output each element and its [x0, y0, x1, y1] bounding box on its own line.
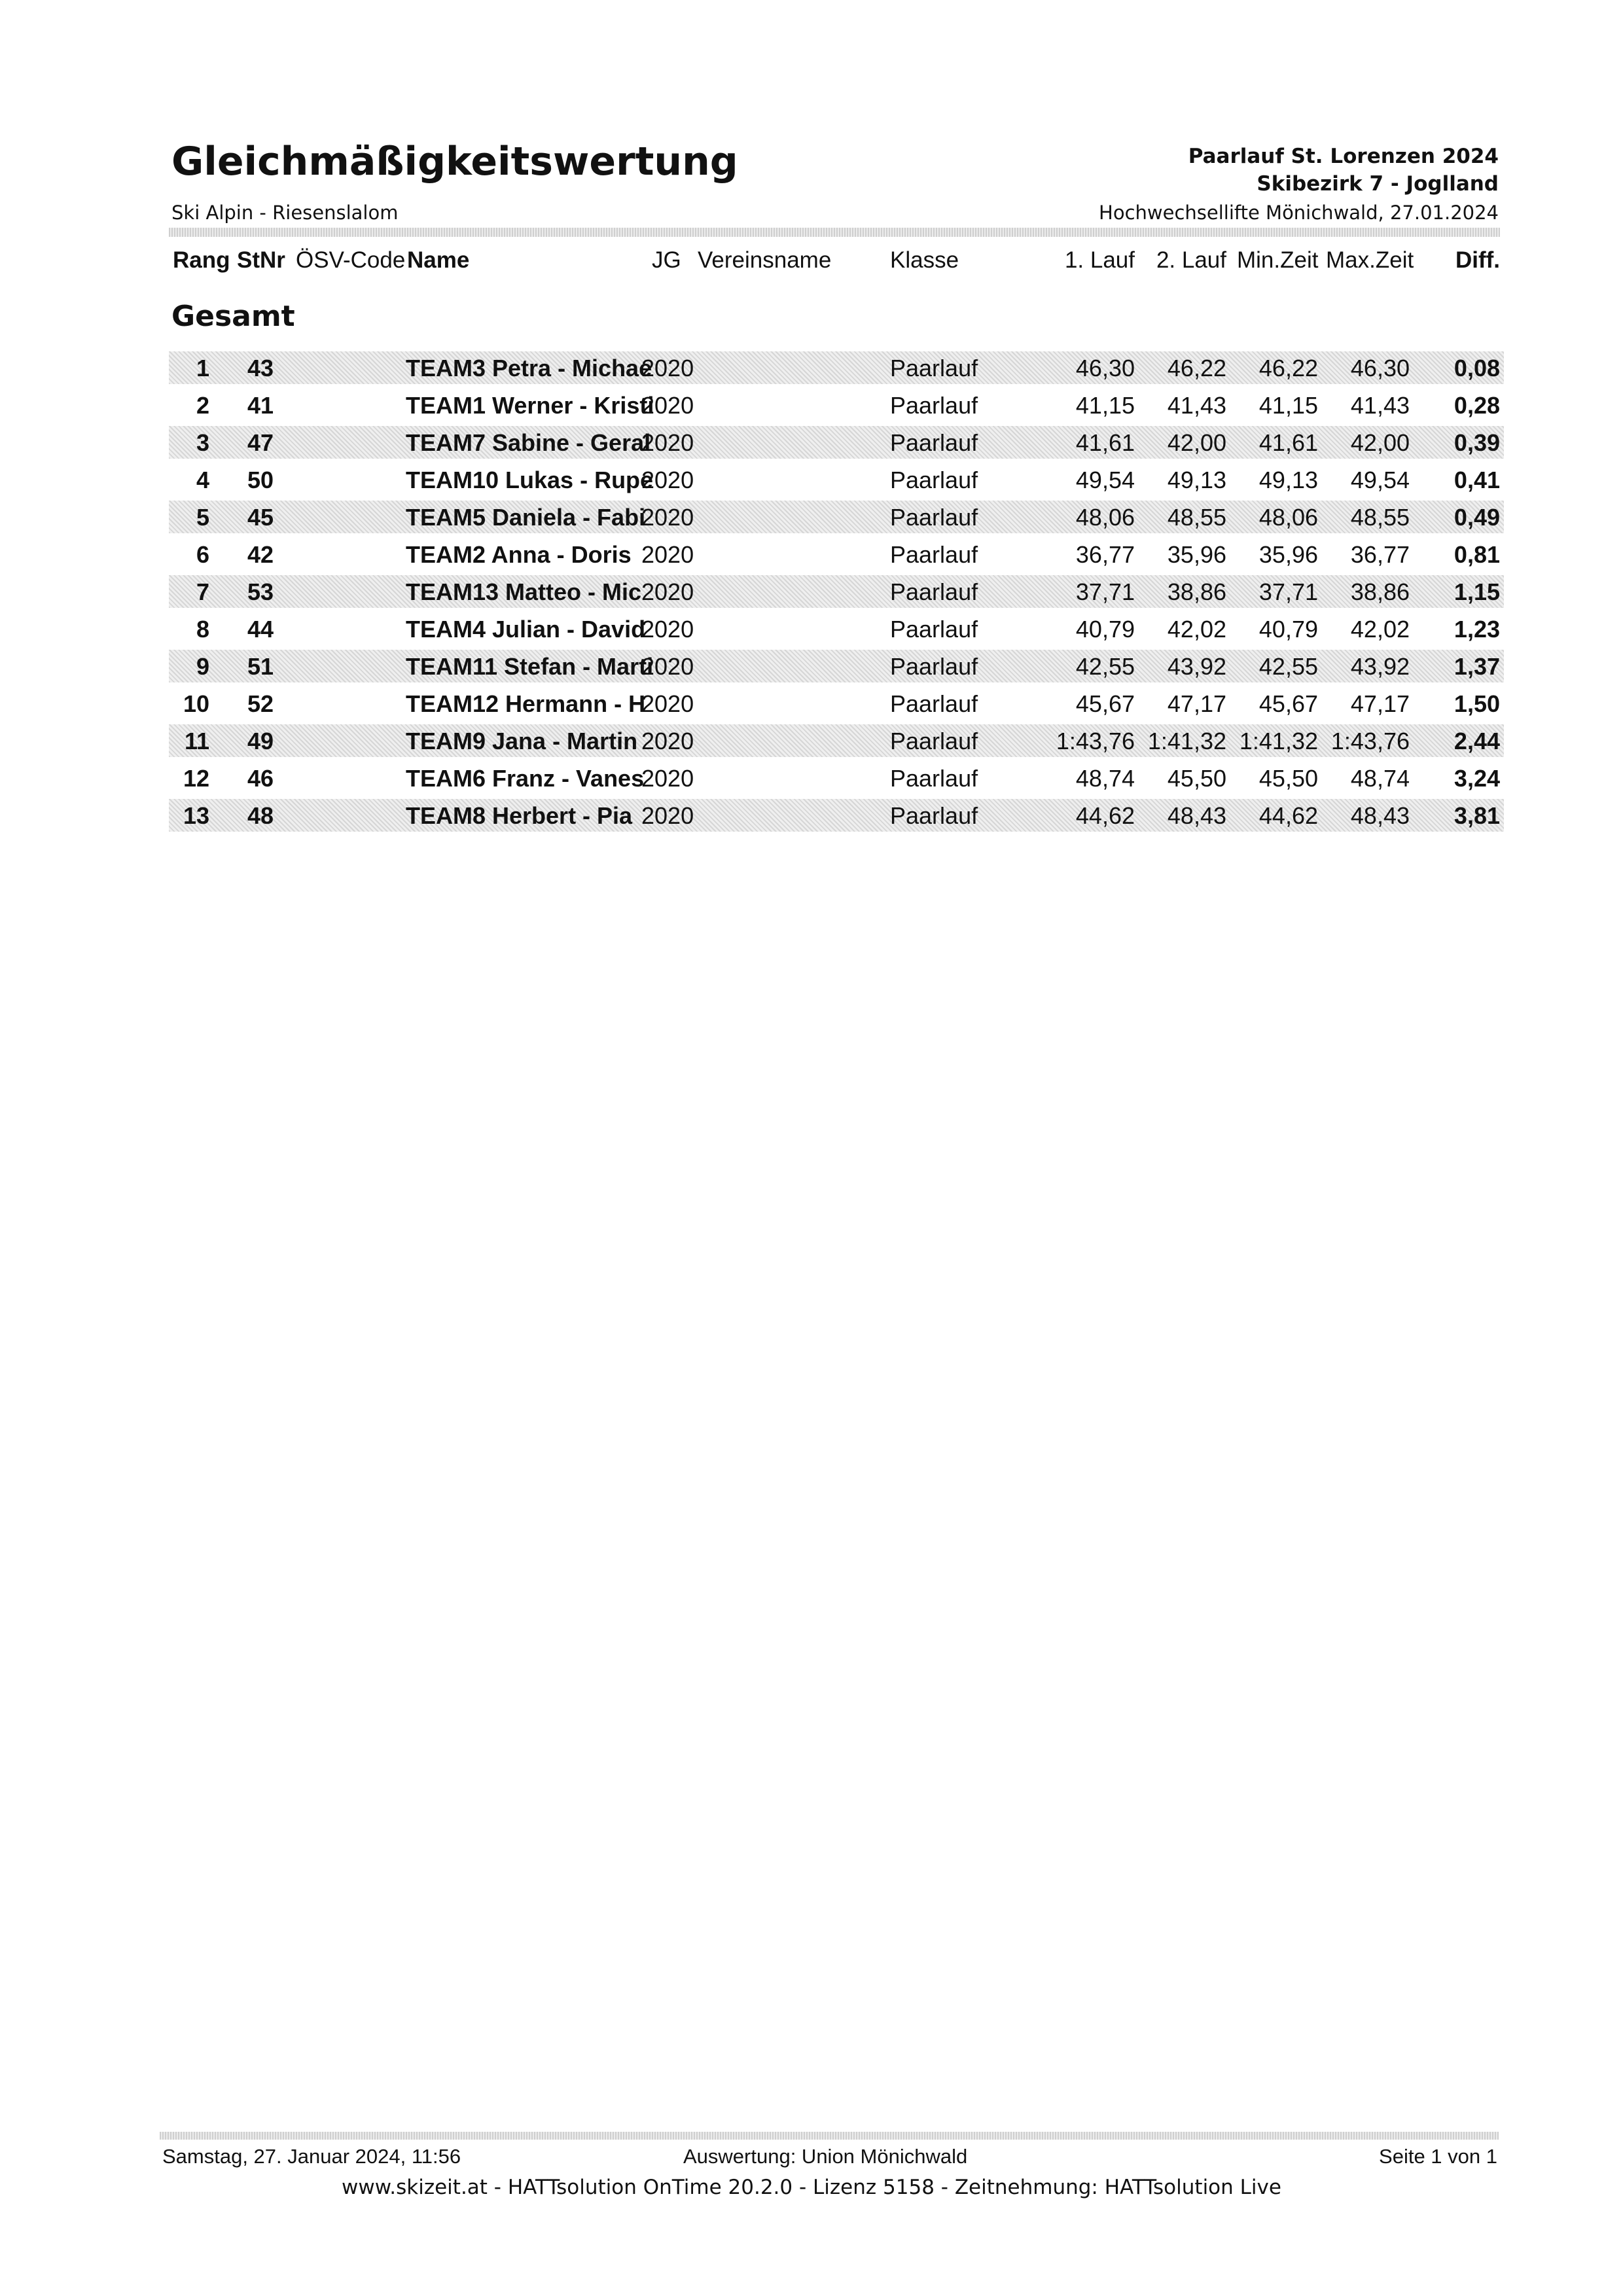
cell-name: TEAM13 Matteo - Mic — [406, 578, 642, 605]
cell-klasse: Paarlauf — [890, 578, 978, 605]
cell-stnr: 49 — [247, 728, 274, 754]
cell-min-zeit: 1:41,32 — [1239, 728, 1318, 754]
cell-jg: 2020 — [641, 765, 694, 792]
cell-lauf1: 44,62 — [1075, 802, 1135, 829]
cell-name: TEAM6 Franz - Vanes — [406, 765, 645, 792]
table-row — [0, 536, 1623, 573]
cell-max-zeit: 47,17 — [1350, 690, 1410, 717]
cell-name: TEAM1 Werner - Kristi — [406, 392, 654, 419]
cell-rang: 5 — [196, 504, 209, 531]
col-klasse: Klasse — [890, 247, 959, 273]
cell-name: TEAM8 Herbert - Pia — [406, 802, 633, 829]
cell-stnr: 44 — [247, 616, 274, 643]
cell-jg: 2020 — [641, 392, 694, 419]
cell-diff: 3,81 — [1454, 802, 1500, 829]
cell-max-zeit: 43,92 — [1350, 653, 1410, 680]
table-row — [0, 461, 1623, 499]
cell-jg: 2020 — [641, 504, 694, 531]
cell-name: TEAM12 Hermann - H — [406, 690, 646, 717]
cell-rang: 8 — [196, 616, 209, 643]
cell-klasse: Paarlauf — [890, 616, 978, 643]
cell-lauf2: 49,13 — [1167, 467, 1226, 493]
col-diff: Diff. — [1455, 247, 1500, 273]
table-row — [0, 760, 1623, 797]
cell-rang: 6 — [196, 541, 209, 568]
cell-min-zeit: 46,22 — [1258, 355, 1318, 381]
cell-name: TEAM5 Daniela - Fabi — [406, 504, 646, 531]
cell-klasse: Paarlauf — [890, 504, 978, 531]
cell-diff: 0,49 — [1454, 504, 1500, 531]
cell-klasse: Paarlauf — [890, 653, 978, 680]
cell-max-zeit: 1:43,76 — [1330, 728, 1410, 754]
cell-lauf2: 41,43 — [1167, 392, 1226, 419]
cell-lauf1: 42,55 — [1075, 653, 1135, 680]
cell-diff: 1,50 — [1454, 690, 1500, 717]
cell-max-zeit: 46,30 — [1350, 355, 1410, 381]
col-name: Name — [407, 247, 470, 273]
cell-lauf2: 1:41,32 — [1147, 728, 1226, 754]
cell-max-zeit: 48,43 — [1350, 802, 1410, 829]
cell-diff: 3,24 — [1454, 765, 1500, 792]
event-info — [1188, 143, 1499, 198]
cell-jg: 2020 — [641, 578, 694, 605]
cell-lauf1: 41,61 — [1075, 429, 1135, 456]
cell-min-zeit: 44,62 — [1258, 802, 1318, 829]
cell-stnr: 52 — [247, 690, 274, 717]
table-row — [0, 424, 1623, 461]
cell-max-zeit: 48,74 — [1350, 765, 1410, 792]
col-lauf2: 2. Lauf — [1156, 247, 1226, 273]
table-row — [0, 722, 1623, 760]
cell-lauf1: 48,74 — [1075, 765, 1135, 792]
cell-lauf1: 41,15 — [1075, 392, 1135, 419]
col-jg: JG — [652, 247, 681, 273]
cell-rang: 4 — [196, 467, 209, 493]
cell-jg: 2020 — [641, 728, 694, 754]
cell-max-zeit: 41,43 — [1350, 392, 1410, 419]
cell-lauf1: 40,79 — [1075, 616, 1135, 643]
cell-lauf1: 36,77 — [1075, 541, 1135, 568]
cell-lauf1: 1:43,76 — [1056, 728, 1135, 754]
cell-lauf2: 45,50 — [1167, 765, 1226, 792]
cell-lauf1: 49,54 — [1075, 467, 1135, 493]
footer-datetime: Samstag, 27. Januar 2024, 11:56 — [162, 2145, 461, 2168]
cell-max-zeit: 49,54 — [1350, 467, 1410, 493]
cell-jg: 2020 — [641, 541, 694, 568]
cell-stnr: 46 — [247, 765, 274, 792]
cell-lauf2: 48,55 — [1167, 504, 1226, 531]
cell-lauf2: 43,92 — [1167, 653, 1226, 680]
footer-page-number: Seite 1 von 1 — [1379, 2145, 1497, 2168]
cell-diff: 0,08 — [1454, 355, 1500, 381]
table-row — [0, 387, 1623, 424]
table-row — [0, 573, 1623, 610]
cell-diff: 0,39 — [1454, 429, 1500, 456]
cell-rang: 3 — [196, 429, 209, 456]
footer-auswertung: Auswertung: Union Mönichwald — [683, 2145, 968, 2168]
column-headers — [0, 247, 1623, 279]
page-title: Gleichmäßigkeitswertung — [171, 139, 738, 185]
venue-date: Hochwechsellifte Mönichwald, 27.01.2024 — [1099, 202, 1499, 224]
cell-name: TEAM4 Julian - David — [406, 616, 646, 643]
section-title: Gesamt — [171, 300, 295, 333]
table-row — [0, 685, 1623, 722]
table-row — [0, 499, 1623, 536]
discipline-subtitle: Ski Alpin - Riesenslalom — [171, 202, 399, 224]
cell-lauf2: 42,02 — [1167, 616, 1226, 643]
cell-name: TEAM11 Stefan - Marti — [406, 653, 654, 680]
cell-stnr: 45 — [247, 504, 274, 531]
cell-lauf2: 48,43 — [1167, 802, 1226, 829]
cell-rang: 10 — [183, 690, 209, 717]
cell-min-zeit: 49,13 — [1258, 467, 1318, 493]
cell-max-zeit: 38,86 — [1350, 578, 1410, 605]
cell-stnr: 41 — [247, 392, 274, 419]
cell-jg: 2020 — [641, 653, 694, 680]
cell-klasse: Paarlauf — [890, 392, 978, 419]
cell-jg: 2020 — [641, 802, 694, 829]
col-oesv-code: ÖSV-Code — [296, 247, 406, 273]
cell-diff: 0,81 — [1454, 541, 1500, 568]
cell-min-zeit: 40,79 — [1258, 616, 1318, 643]
cell-lauf1: 46,30 — [1075, 355, 1135, 381]
cell-jg: 2020 — [641, 355, 694, 381]
cell-jg: 2020 — [641, 467, 694, 493]
cell-rang: 2 — [196, 392, 209, 419]
cell-max-zeit: 42,02 — [1350, 616, 1410, 643]
cell-stnr: 51 — [247, 653, 274, 680]
cell-klasse: Paarlauf — [890, 765, 978, 792]
cell-rang: 13 — [183, 802, 209, 829]
cell-klasse: Paarlauf — [890, 355, 978, 381]
cell-stnr: 42 — [247, 541, 274, 568]
cell-klasse: Paarlauf — [890, 429, 978, 456]
cell-rang: 12 — [183, 765, 209, 792]
cell-diff: 0,28 — [1454, 392, 1500, 419]
cell-min-zeit: 45,50 — [1258, 765, 1318, 792]
cell-lauf1: 37,71 — [1075, 578, 1135, 605]
cell-lauf1: 45,67 — [1075, 690, 1135, 717]
cell-klasse: Paarlauf — [890, 690, 978, 717]
cell-jg: 2020 — [641, 429, 694, 456]
cell-stnr: 48 — [247, 802, 274, 829]
cell-diff: 1,15 — [1454, 578, 1500, 605]
cell-klasse: Paarlauf — [890, 467, 978, 493]
cell-jg: 2020 — [641, 690, 694, 717]
cell-diff: 1,23 — [1454, 616, 1500, 643]
table-row — [0, 648, 1623, 685]
cell-name: TEAM10 Lukas - Rupe — [406, 467, 654, 493]
cell-min-zeit: 41,15 — [1258, 392, 1318, 419]
cell-max-zeit: 48,55 — [1350, 504, 1410, 531]
cell-min-zeit: 35,96 — [1258, 541, 1318, 568]
col-rang: Rang — [173, 247, 230, 273]
footer-divider — [160, 2132, 1499, 2140]
cell-min-zeit: 48,06 — [1258, 504, 1318, 531]
cell-min-zeit: 41,61 — [1258, 429, 1318, 456]
cell-lauf1: 48,06 — [1075, 504, 1135, 531]
cell-diff: 0,41 — [1454, 467, 1500, 493]
cell-min-zeit: 37,71 — [1258, 578, 1318, 605]
cell-lauf2: 47,17 — [1167, 690, 1226, 717]
col-stnr: StNr — [237, 247, 285, 273]
cell-lauf2: 42,00 — [1167, 429, 1226, 456]
cell-rang: 1 — [196, 355, 209, 381]
cell-klasse: Paarlauf — [890, 728, 978, 754]
event-district: Skibezirk 7 - Joglland — [1257, 172, 1499, 196]
col-max-zeit: Max.Zeit — [1326, 247, 1414, 273]
footer-credits: www.skizeit.at - HATTsolution OnTime 20.2.0 - Lizenz 5158 - Zeitnehmung: HATTsolution Live — [342, 2176, 1281, 2199]
cell-min-zeit: 42,55 — [1258, 653, 1318, 680]
cell-max-zeit: 36,77 — [1350, 541, 1410, 568]
cell-lauf2: 38,86 — [1167, 578, 1226, 605]
table-row — [0, 610, 1623, 648]
cell-stnr: 50 — [247, 467, 274, 493]
cell-klasse: Paarlauf — [890, 541, 978, 568]
table-row — [0, 349, 1623, 387]
cell-name: TEAM7 Sabine - Geral — [406, 429, 651, 456]
cell-klasse: Paarlauf — [890, 802, 978, 829]
header-divider — [169, 228, 1500, 237]
cell-stnr: 53 — [247, 578, 274, 605]
table-row — [0, 797, 1623, 834]
cell-name: TEAM2 Anna - Doris — [406, 541, 632, 568]
cell-jg: 2020 — [641, 616, 694, 643]
cell-name: TEAM3 Petra - Michae — [406, 355, 652, 381]
cell-rang: 9 — [196, 653, 209, 680]
cell-rang: 11 — [184, 728, 209, 754]
cell-lauf2: 46,22 — [1167, 355, 1226, 381]
cell-stnr: 47 — [247, 429, 274, 456]
cell-min-zeit: 45,67 — [1258, 690, 1318, 717]
col-lauf1: 1. Lauf — [1064, 247, 1135, 273]
cell-stnr: 43 — [247, 355, 274, 381]
cell-diff: 2,44 — [1454, 728, 1500, 754]
event-name: Paarlauf St. Lorenzen 2024 — [1188, 145, 1499, 168]
cell-diff: 1,37 — [1454, 653, 1500, 680]
col-vereinsname: Vereinsname — [698, 247, 832, 273]
cell-lauf2: 35,96 — [1167, 541, 1226, 568]
cell-name: TEAM9 Jana - Martin — [406, 728, 638, 754]
col-min-zeit: Min.Zeit — [1237, 247, 1319, 273]
cell-max-zeit: 42,00 — [1350, 429, 1410, 456]
cell-rang: 7 — [196, 578, 209, 605]
